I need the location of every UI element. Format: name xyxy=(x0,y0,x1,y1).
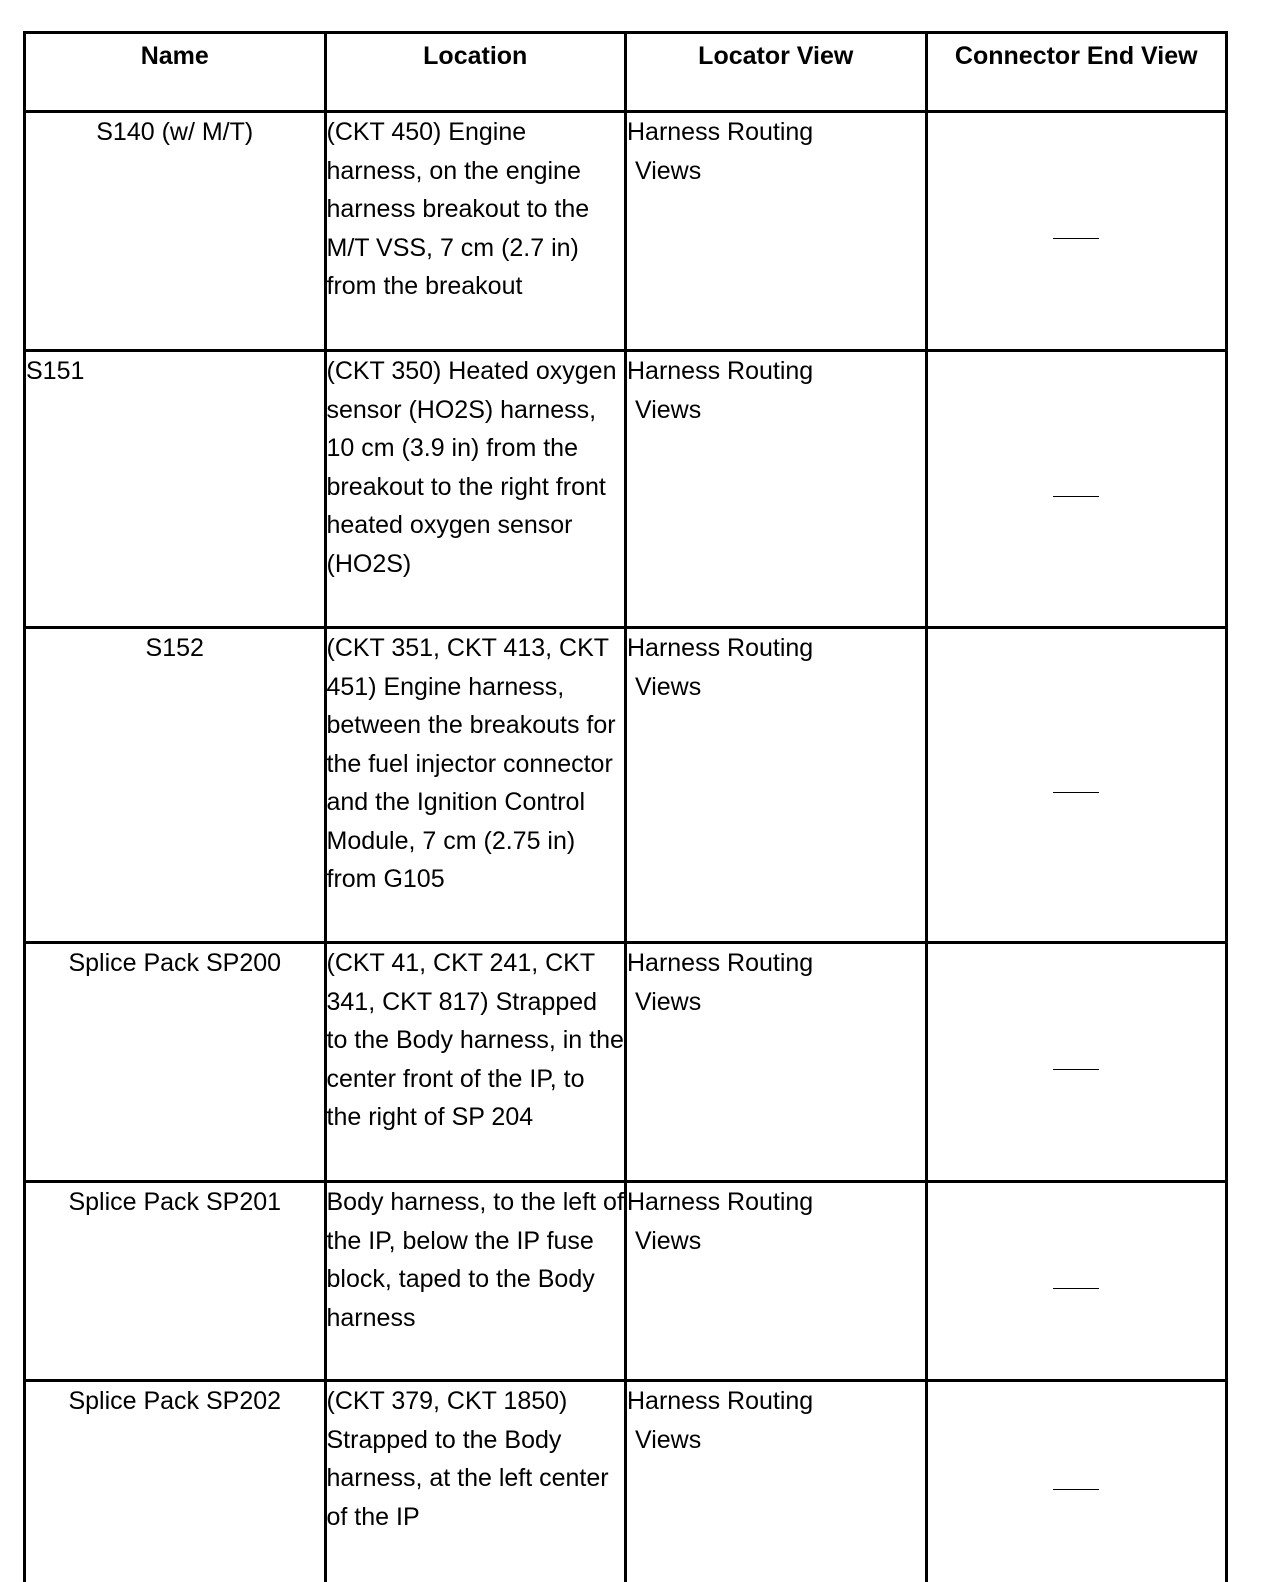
splice-location: (CKT 379, CKT 1850) Strapped to the Body harness, at the left center of the IP xyxy=(325,1381,626,1582)
locator-view-line2: Views xyxy=(627,152,925,191)
header-location: Location xyxy=(325,33,626,112)
locator-view xyxy=(626,112,927,351)
splice-location: Body harness, to the left of the IP, below the IP fuse block, taped to the Body harness xyxy=(325,1182,626,1381)
table-row xyxy=(25,112,1227,351)
locator-view xyxy=(626,351,927,628)
table-row xyxy=(25,943,1227,1182)
dash-placeholder xyxy=(1053,1288,1099,1289)
table-row xyxy=(25,1381,1227,1582)
splice-location: (CKT 41, CKT 241, CKT 341, CKT 817) Strapped to the Body harness, in the center front of the IP, to the right of SP 204 xyxy=(325,943,626,1182)
locator-view-line1: Harness Routing xyxy=(627,352,925,391)
locator-view-line2: Views xyxy=(627,983,925,1022)
header-locator-view: Locator View xyxy=(626,33,927,112)
splice-name: S152 xyxy=(25,628,326,943)
header-connector-end-view: Connector End View xyxy=(926,33,1227,112)
table-row xyxy=(25,1182,1227,1381)
dash-placeholder xyxy=(1053,1489,1099,1490)
dash-placeholder xyxy=(1053,496,1099,497)
splice-name: S151 xyxy=(25,351,326,628)
splice-location: (CKT 350) Heated oxygen sensor (HO2S) harness, 10 cm (3.9 in) from the breakout to the right front heated oxygen sensor (HO2S) xyxy=(325,351,626,628)
locator-view-line1: Harness Routing xyxy=(627,113,925,152)
header-name: Name xyxy=(25,33,326,112)
connector-end-view xyxy=(926,1381,1227,1582)
locator-view-line2: Views xyxy=(627,391,925,430)
splice-location: (CKT 450) Engine harness, on the engine harness breakout to the M/T VSS, 7 cm (2.7 in) from the breakout xyxy=(325,112,626,351)
table-row xyxy=(25,628,1227,943)
dash-placeholder xyxy=(1053,238,1099,239)
splice-name: Splice Pack SP202 xyxy=(25,1381,326,1582)
locator-view xyxy=(626,1381,927,1582)
locator-view xyxy=(626,628,927,943)
locator-view-line2: Views xyxy=(627,1421,925,1460)
splice-location: (CKT 351, CKT 413, CKT 451) Engine harness, between the breakouts for the fuel injector connector and the Ignition Control Module, 7 cm (2.75 in) from G105 xyxy=(325,628,626,943)
table-header-row xyxy=(25,33,1227,112)
locator-view xyxy=(626,1182,927,1381)
locator-view xyxy=(626,943,927,1182)
table-row xyxy=(25,351,1227,628)
splice-location-table xyxy=(23,31,1228,1582)
locator-view-line1: Harness Routing xyxy=(627,944,925,983)
dash-placeholder xyxy=(1053,1069,1099,1070)
connector-end-view xyxy=(926,628,1227,943)
locator-view-line2: Views xyxy=(627,1222,925,1261)
locator-view-line1: Harness Routing xyxy=(627,629,925,668)
locator-view-line2: Views xyxy=(627,668,925,707)
connector-end-view xyxy=(926,112,1227,351)
locator-view-line1: Harness Routing xyxy=(627,1382,925,1421)
dash-placeholder xyxy=(1053,792,1099,793)
connector-end-view xyxy=(926,351,1227,628)
splice-name: S140 (w/ M/T) xyxy=(25,112,326,351)
locator-view-line1: Harness Routing xyxy=(627,1183,925,1222)
splice-name: Splice Pack SP201 xyxy=(25,1182,326,1381)
splice-name: Splice Pack SP200 xyxy=(25,943,326,1182)
connector-end-view xyxy=(926,1182,1227,1381)
connector-end-view xyxy=(926,943,1227,1182)
